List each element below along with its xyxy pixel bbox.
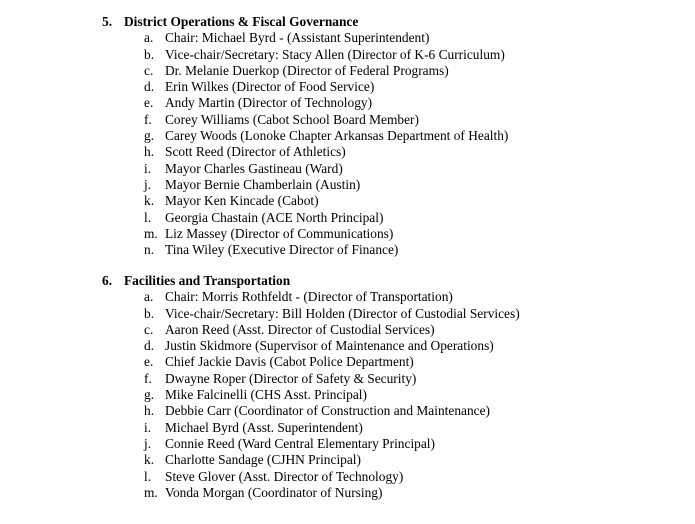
list-item	[0, 289, 695, 305]
list-item-text: Carey Woods (Lonoke Chapter Arkansas Department of Health)	[165, 128, 509, 144]
section-heading	[0, 273, 695, 289]
list-item-text: Mayor Ken Kincade (Cabot)	[165, 193, 319, 209]
list-item	[0, 306, 695, 322]
section-facilities-transportation	[0, 273, 695, 501]
list-item	[0, 193, 695, 209]
section-district-operations	[0, 14, 695, 258]
list-item	[0, 226, 695, 242]
list-item-text: Connie Reed (Ward Central Elementary Principal)	[165, 435, 435, 451]
list-item-letter: l.	[144, 209, 152, 225]
section-title: District Operations & Fiscal Governance	[124, 14, 359, 29]
list-item	[0, 387, 695, 403]
list-item-text: Erin Wilkes (Director of Food Service)	[165, 79, 375, 95]
list-item-text: Michael Byrd (Asst. Superintendent)	[165, 419, 363, 435]
list-item-letter: i.	[144, 160, 152, 176]
list-item-text: Vice-chair/Secretary: Stacy Allen (Director of K-6 Curriculum)	[165, 46, 505, 62]
list-item-text: Scott Reed (Director of Athletics)	[165, 144, 346, 160]
section-title: Facilities and Transportation	[124, 273, 291, 288]
list-item	[0, 177, 695, 193]
list-item-text: Chair: Morris Rothfeldt - (Director of Transportation)	[165, 289, 453, 305]
list-item-text: Chair: Michael Byrd - (Assistant Superintendent)	[165, 30, 430, 46]
list-item	[0, 452, 695, 468]
list-item-text: Vonda Morgan (Coordinator of Nursing)	[165, 484, 383, 500]
list-item-text: Georgia Chastain (ACE North Principal)	[165, 209, 384, 225]
list-item-letter: j.	[144, 435, 152, 451]
list-item-text: Andy Martin (Director of Technology)	[165, 95, 373, 111]
list-item-text: Vice-chair/Secretary: Bill Holden (Director of Custodial Services)	[165, 305, 520, 321]
list-item	[0, 371, 695, 387]
section-number: 5.	[102, 14, 113, 29]
list-item-letter: e.	[144, 354, 154, 370]
list-item-text: Chief Jackie Davis (Cabot Police Department)	[165, 354, 414, 370]
list-item-text: Liz Massey (Director of Communications)	[165, 225, 394, 241]
list-item	[0, 63, 695, 79]
list-item-text: Mayor Charles Gastineau (Ward)	[165, 160, 343, 176]
list-item-text: Aaron Reed (Asst. Director of Custodial Services)	[165, 321, 435, 337]
list-item-letter: a.	[144, 30, 154, 46]
list-item-letter: k.	[144, 193, 155, 209]
list-item	[0, 128, 695, 144]
list-item-letter: n.	[144, 242, 155, 258]
member-list	[0, 289, 695, 501]
list-item	[0, 338, 695, 354]
list-item-letter: a.	[144, 289, 154, 305]
list-item	[0, 95, 695, 111]
list-item	[0, 322, 695, 338]
list-item-letter: m.	[144, 484, 158, 500]
list-item	[0, 47, 695, 63]
member-list	[0, 30, 695, 258]
list-item-text: Justin Skidmore (Supervisor of Maintenance and Operations)	[165, 338, 494, 354]
list-item	[0, 112, 695, 128]
list-item	[0, 485, 695, 501]
list-item-letter: b.	[144, 46, 155, 62]
list-item-letter: i.	[144, 419, 152, 435]
list-item-text: Charlotte Sandage (CJHN Principal)	[165, 452, 361, 468]
list-item	[0, 469, 695, 485]
list-item	[0, 79, 695, 95]
list-item-letter: h.	[144, 144, 155, 160]
list-item-letter: k.	[144, 452, 155, 468]
list-item-letter: g.	[144, 387, 155, 403]
list-item-text: Dr. Melanie Duerkop (Director of Federal Programs)	[165, 62, 449, 78]
list-item	[0, 210, 695, 226]
list-item-letter: c.	[144, 321, 154, 337]
list-item-text: Tina Wiley (Executive Director of Finance)	[165, 242, 399, 258]
list-item-letter: c.	[144, 62, 154, 78]
list-item-text: Debbie Carr (Coordinator of Construction and Maintenance)	[165, 403, 490, 419]
list-item-letter: l.	[144, 468, 152, 484]
list-item-letter: f.	[144, 111, 152, 127]
list-item-letter: b.	[144, 305, 155, 321]
list-item-letter: j.	[144, 176, 152, 192]
list-item-text: Mike Falcinelli (CHS Asst. Principal)	[165, 387, 367, 403]
list-item-text: Mayor Bernie Chamberlain (Austin)	[165, 176, 361, 192]
list-item	[0, 354, 695, 370]
section-number: 6.	[102, 273, 113, 288]
list-item-letter: f.	[144, 370, 152, 386]
list-item-text: Steve Glover (Asst. Director of Technology)	[165, 468, 404, 484]
list-item	[0, 242, 695, 258]
list-item-text: Dwayne Roper (Director of Safety & Security)	[165, 370, 417, 386]
list-item	[0, 403, 695, 419]
list-item-letter: d.	[144, 79, 155, 95]
list-item-letter: h.	[144, 403, 155, 419]
list-item-letter: m.	[144, 225, 158, 241]
list-item-letter: e.	[144, 95, 154, 111]
list-item	[0, 436, 695, 452]
list-item	[0, 144, 695, 160]
list-item-text: Corey Williams (Cabot School Board Member)	[165, 111, 419, 127]
list-item-letter: d.	[144, 338, 155, 354]
section-heading	[0, 14, 695, 30]
list-item	[0, 161, 695, 177]
list-item	[0, 420, 695, 436]
list-item	[0, 30, 695, 46]
list-item-letter: g.	[144, 128, 155, 144]
